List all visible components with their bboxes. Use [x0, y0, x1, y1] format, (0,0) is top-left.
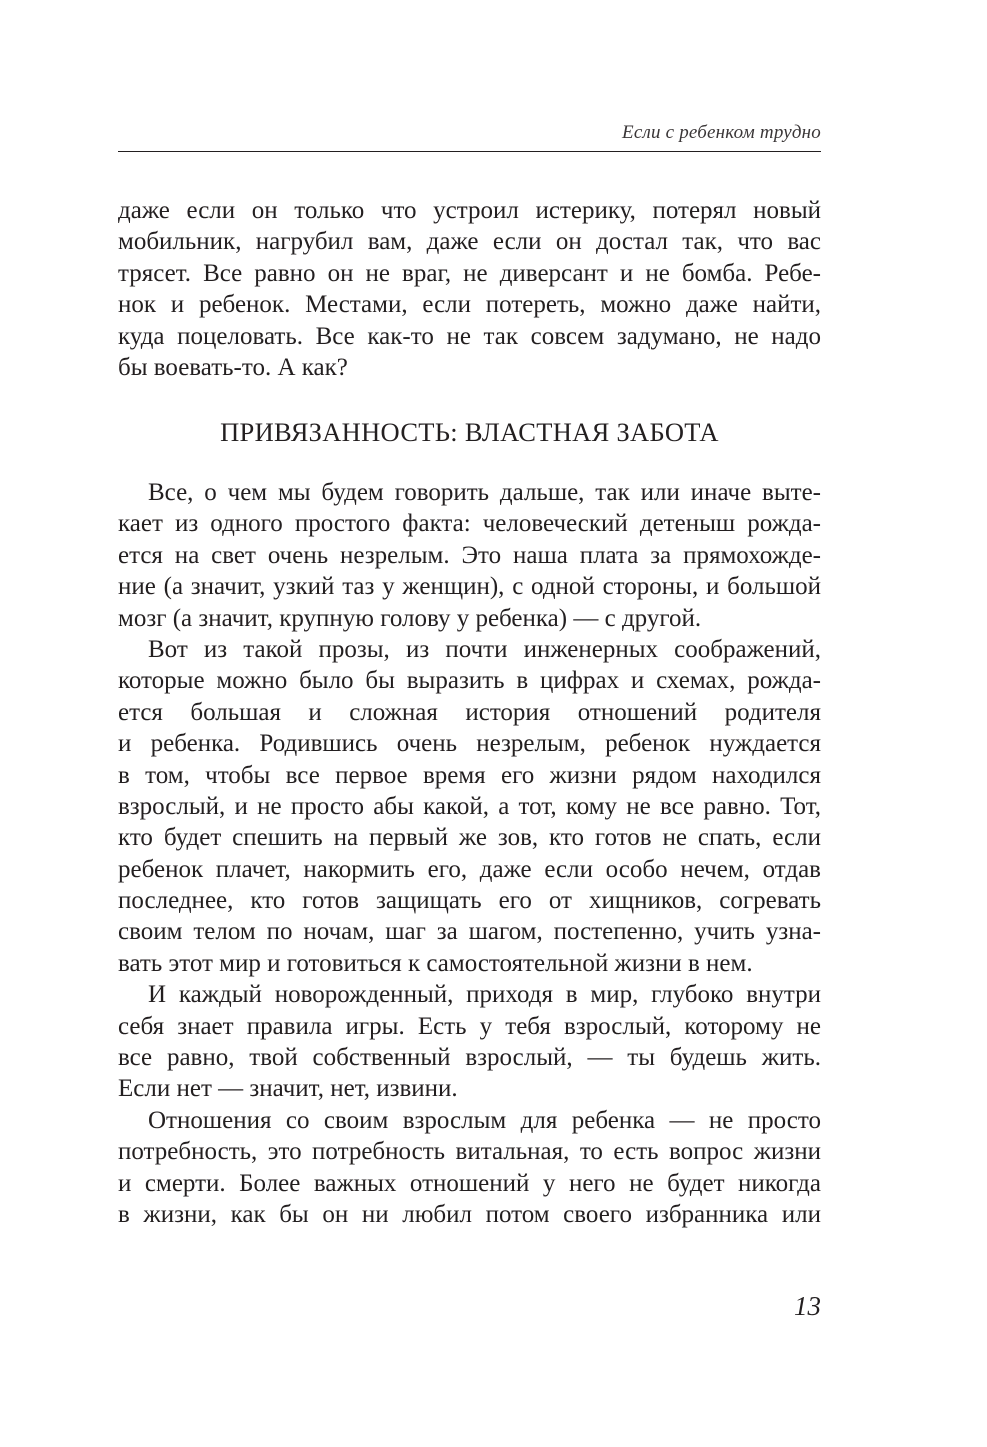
text-line: вать этот мир и готовиться к самостоятельной жизни в нем. [118, 949, 753, 977]
text-line: кает из одного простого факта: человеческий детеныш рожда- [118, 510, 821, 538]
text-line: в том, чтобы все первое время его жизни рядом находился [118, 761, 821, 789]
text-line: все равно, твой собственный взрослый, — ты будешь жить. [118, 1044, 821, 1072]
paragraph-3 [118, 979, 821, 1105]
text-line: мобильник, нагрубил вам, даже если он достал так, что вас [118, 228, 821, 256]
text-line: которые можно было бы выразить в цифрах и схемах, рожда- [118, 667, 821, 695]
text-line: куда поцеловать. Все как-то не так совсем задумано, не надо [118, 322, 821, 350]
text-line: даже если он только что устроил истерику, потерял новый [118, 197, 821, 224]
text-line: трясет. Все равно он не враг, не диверсант и не бомба. Ребе- [118, 259, 821, 287]
text-line: кто будет спешить на первый же зов, кто готов не спать, если [118, 824, 821, 852]
paragraph-4 [118, 1105, 821, 1231]
text-line: Вот из такой прозы, из почти инженерных соображений, [148, 635, 821, 663]
text-line: потребность, это потребность витальная, то есть вопрос жизни [118, 1138, 821, 1166]
text-line: Все, о чем мы будем говорить дальше, так или иначе выте- [148, 479, 821, 506]
text-line: ребенок плачет, накормить его, даже если особо нечем, отдав [118, 855, 821, 883]
text-line: Отношения со своим взрослым для ребенка — не просто [148, 1106, 821, 1134]
header-rule [118, 151, 821, 152]
text-line: нок и ребенок. Местами, если потереть, можно даже найти, [118, 291, 821, 319]
text-line: взрослый, и не просто абы какой, а тот, кому не все равно. Тот, [118, 792, 821, 820]
text-line: бы воевать-то. А как? [118, 353, 348, 381]
text-line: и ребенка. Родившись очень незрелым, ребенок нуждается [118, 730, 821, 758]
page-number: 13 [794, 1291, 821, 1321]
text-line: Если нет — значит, нет, извини. [118, 1075, 458, 1103]
paragraph-1 [118, 477, 821, 634]
text-line: ется на свет очень незрелым. Это наша плата за прямохожде- [118, 541, 821, 569]
body-text [118, 477, 821, 1230]
text-line: И каждый новорожденный, приходя в мир, глубоко внутри [148, 981, 821, 1009]
paragraph-2 [118, 634, 821, 979]
text-line: ние (а значит, узкий таз у женщин), с одной стороны, и большой [118, 573, 821, 601]
text-line: своим телом по ночам, шаг за шагом, постепенно, учить узна- [118, 918, 821, 946]
text-line: и смерти. Более важных отношений у него не будет никогда [118, 1169, 821, 1197]
running-head: Если с ребенком трудно [622, 122, 821, 143]
text-line: в жизни, как бы он ни любил потом своего избранника или [118, 1200, 821, 1228]
section-heading: ПРИВЯЗАННОСТЬ: ВЛАСТНАЯ ЗАБОТА [220, 417, 719, 447]
text-line: последнее, кто готов защищать его от хищников, согревать [118, 887, 821, 915]
text-line: ется большая и сложная история отношений родителя [118, 698, 821, 726]
intro-paragraph [118, 195, 821, 383]
text-line: себя знает правила игры. Есть у тебя взрослый, которому не [118, 1012, 821, 1040]
text-line: мозг (а значит, крупную голову у ребенка) — с другой. [118, 604, 702, 632]
